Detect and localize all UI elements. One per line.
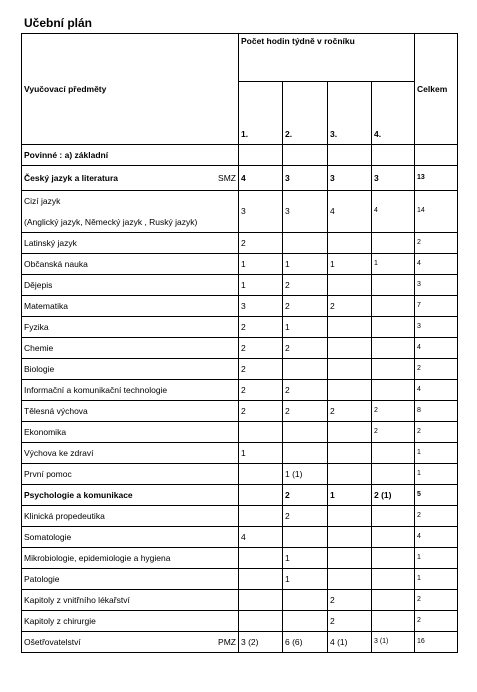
- header-subjects: Vyučovací předměty: [22, 34, 239, 145]
- subject-name: [22, 296, 239, 317]
- hours-cell-year-4: [372, 506, 415, 527]
- total-cell: 1: [415, 464, 458, 485]
- subject-name: [22, 422, 239, 443]
- subject-name: [22, 233, 239, 254]
- header-total: Celkem: [415, 34, 458, 145]
- subject-name: [22, 632, 239, 653]
- table-row: [22, 380, 458, 401]
- subject-name: [22, 254, 239, 275]
- header-year-3: 3.: [328, 82, 372, 145]
- hours-cell-year-4: [372, 527, 415, 548]
- subject-name: [22, 611, 239, 632]
- total-cell: 1: [415, 569, 458, 590]
- total-cell: 4: [415, 338, 458, 359]
- subject-label: Informační a komunikační technologie: [24, 384, 168, 395]
- subject-label: Občanská nauka: [24, 258, 88, 269]
- hours-cell-year-4: [372, 464, 415, 485]
- subject-name: [22, 338, 239, 359]
- subject-name: [22, 401, 239, 422]
- hours-cell-year-4: 2: [372, 422, 415, 443]
- table-row: [22, 191, 458, 233]
- curriculum-table: [21, 33, 458, 653]
- subject-name: [22, 485, 239, 506]
- hours-cell-year-3: [328, 338, 372, 359]
- subject-label: Somatologie: [24, 531, 72, 542]
- hours-cell-year-2: 1: [283, 569, 328, 590]
- hours-cell-year-4: [372, 338, 415, 359]
- hours-cell-year-1: 2: [239, 338, 283, 359]
- hours-cell-year-2: [283, 527, 328, 548]
- header-hours: Počet hodin týdně v ročníku: [239, 34, 415, 82]
- table-row: [22, 422, 458, 443]
- hours-cell-year-1: [239, 611, 283, 632]
- hours-cell-year-3: [328, 506, 372, 527]
- hours-cell-year-3: [328, 359, 372, 380]
- hours-cell-year-1: 4: [239, 527, 283, 548]
- hours-cell-year-1: 2: [239, 359, 283, 380]
- hours-cell-year-3: [328, 380, 372, 401]
- hours-cell-year-1: 3 (2): [239, 632, 283, 653]
- subject-name: [22, 275, 239, 296]
- section-label: Povinné : a) základní: [22, 145, 239, 166]
- total-cell: 7: [415, 296, 458, 317]
- hours-cell-year-2: 2: [283, 485, 328, 506]
- hours-cell-year-3: 2: [328, 590, 372, 611]
- hours-cell-year-1: [239, 422, 283, 443]
- hours-cell-year-3: 2: [328, 611, 372, 632]
- subject-label: Ošetřovatelství: [24, 636, 81, 647]
- hours-cell-year-1: 2: [239, 317, 283, 338]
- total-cell: 2: [415, 506, 458, 527]
- subject-label: Český jazyk a literatura: [24, 172, 119, 183]
- hours-cell-year-2: [283, 422, 328, 443]
- subject-label: Kapitoly z vnitřního lékařství: [24, 594, 130, 605]
- table-row: [22, 464, 458, 485]
- hours-cell-year-3: 2: [328, 296, 372, 317]
- hours-cell-year-2: [283, 233, 328, 254]
- hours-cell-year-4: [372, 233, 415, 254]
- hours-cell-year-4: [372, 296, 415, 317]
- subject-name: [22, 569, 239, 590]
- hours-cell-year-3: [328, 569, 372, 590]
- hours-cell-year-2: 2: [283, 338, 328, 359]
- hours-cell-year-4: [372, 590, 415, 611]
- hours-cell-year-2: 1: [283, 317, 328, 338]
- hours-cell-year-1: [239, 506, 283, 527]
- table-row: [22, 233, 458, 254]
- subject-name: [22, 590, 239, 611]
- table-row: [22, 166, 458, 191]
- hours-cell-year-2: [283, 611, 328, 632]
- header-year-4: 4.: [372, 82, 415, 145]
- hours-cell-year-4: [372, 443, 415, 464]
- table-row: [22, 275, 458, 296]
- subject-label: Psychologie a komunikace: [24, 489, 133, 500]
- subject-label: Latinský jazyk: [24, 237, 77, 248]
- table-row: [22, 359, 458, 380]
- table-row: [22, 338, 458, 359]
- hours-cell-year-1: [239, 569, 283, 590]
- total-cell: 14: [415, 191, 458, 233]
- hours-cell-year-1: 2: [239, 380, 283, 401]
- total-cell: 2: [415, 233, 458, 254]
- hours-cell-year-3: 1: [328, 485, 372, 506]
- hours-cell-year-1: 4: [239, 166, 283, 191]
- hours-cell-year-3: [328, 422, 372, 443]
- subject-label: Dějepis: [24, 279, 53, 290]
- hours-cell-year-3: [328, 527, 372, 548]
- total-cell: 2: [415, 611, 458, 632]
- total-cell: 13: [415, 166, 458, 191]
- hours-cell-year-3: 2: [328, 401, 372, 422]
- exam-tag: PMZ: [218, 636, 236, 647]
- hours-cell-year-3: [328, 275, 372, 296]
- table-row: [22, 527, 458, 548]
- subject-label: Tělesná výchova: [24, 405, 88, 416]
- table-row: [22, 632, 458, 653]
- hours-cell-year-3: 4 (1): [328, 632, 372, 653]
- hours-cell-year-3: [328, 317, 372, 338]
- header-year-2: 2.: [283, 82, 328, 145]
- hours-cell-year-4: 3 (1): [372, 632, 415, 653]
- hours-cell-year-1: [239, 548, 283, 569]
- hours-cell-year-2: 2: [283, 401, 328, 422]
- total-cell: 2: [415, 422, 458, 443]
- exam-tag: SMZ: [218, 172, 236, 183]
- subject-name: [22, 464, 239, 485]
- hours-cell-year-4: 1: [372, 254, 415, 275]
- subject-label: Chemie: [24, 342, 54, 353]
- subject-name: [22, 443, 239, 464]
- subject-label: První pomoc: [24, 468, 72, 479]
- hours-cell-year-4: [372, 275, 415, 296]
- hours-cell-year-4: [372, 569, 415, 590]
- hours-cell-year-1: 3: [239, 296, 283, 317]
- total-cell: 5: [415, 485, 458, 506]
- hours-cell-year-4: [372, 359, 415, 380]
- hours-cell-year-2: [283, 359, 328, 380]
- hours-cell-year-2: 3: [283, 166, 328, 191]
- subject-label: Patologie: [24, 573, 60, 584]
- hours-cell-year-2: 3: [283, 191, 328, 233]
- hours-cell-year-3: [328, 548, 372, 569]
- hours-cell-year-4: 3: [372, 166, 415, 191]
- subject-name: [22, 380, 239, 401]
- hours-cell-year-1: [239, 590, 283, 611]
- total-cell: 4: [415, 254, 458, 275]
- table-row: [22, 317, 458, 338]
- subject-name: [22, 548, 239, 569]
- hours-cell-year-2: 1: [283, 254, 328, 275]
- subject-label: Biologie: [24, 363, 55, 374]
- hours-cell-year-1: 1: [239, 275, 283, 296]
- total-cell: 2: [415, 590, 458, 611]
- table-row: [22, 443, 458, 464]
- subject-name: [22, 166, 239, 191]
- hours-cell-year-3: 3: [328, 166, 372, 191]
- hours-cell-year-4: [372, 380, 415, 401]
- hours-cell-year-1: [239, 464, 283, 485]
- table-row: [22, 254, 458, 275]
- subject-name: [22, 359, 239, 380]
- hours-cell-year-3: [328, 233, 372, 254]
- hours-cell-year-4: [372, 611, 415, 632]
- hours-cell-year-3: 4: [328, 191, 372, 233]
- subject-label: Matematika: [24, 300, 68, 311]
- hours-cell-year-3: [328, 443, 372, 464]
- subject-name: [22, 191, 239, 233]
- table-row: [22, 401, 458, 422]
- table-row: [22, 590, 458, 611]
- subject-sublabel: (Anglický jazyk, Německý jazyk , Ruský jazyk): [24, 216, 198, 227]
- subject-label: Mikrobiologie, epidemiologie a hygiena: [24, 552, 171, 563]
- total-cell: 4: [415, 380, 458, 401]
- subject-name: [22, 317, 239, 338]
- hours-cell-year-1: [239, 485, 283, 506]
- total-cell: 8: [415, 401, 458, 422]
- page-title: Učební plán: [24, 16, 93, 30]
- total-cell: 1: [415, 443, 458, 464]
- table-row: [22, 296, 458, 317]
- hours-cell-year-1: 1: [239, 254, 283, 275]
- hours-cell-year-4: [372, 548, 415, 569]
- hours-cell-year-1: 2: [239, 401, 283, 422]
- table-row: [22, 611, 458, 632]
- subject-label: Cizí jazyk: [24, 195, 61, 206]
- total-cell: 16: [415, 632, 458, 653]
- subject-label: Ekonomika: [24, 426, 67, 437]
- subject-label: Fyzika: [24, 321, 49, 332]
- hours-cell-year-1: 2: [239, 233, 283, 254]
- subject-label: Kapitoly z chirurgie: [24, 615, 96, 626]
- table-row: [22, 506, 458, 527]
- hours-cell-year-4: [372, 317, 415, 338]
- hours-cell-year-2: 2: [283, 296, 328, 317]
- table-row: [22, 569, 458, 590]
- hours-cell-year-2: [283, 590, 328, 611]
- table-row: [22, 485, 458, 506]
- total-cell: 3: [415, 275, 458, 296]
- subject-name: [22, 527, 239, 548]
- header-year-1: 1.: [239, 82, 283, 145]
- total-cell: 3: [415, 317, 458, 338]
- hours-cell-year-4: 4: [372, 191, 415, 233]
- hours-cell-year-3: [328, 464, 372, 485]
- hours-cell-year-3: 1: [328, 254, 372, 275]
- hours-cell-year-2: 6 (6): [283, 632, 328, 653]
- total-cell: 4: [415, 527, 458, 548]
- hours-cell-year-1: 1: [239, 443, 283, 464]
- subject-label: Výchova ke zdraví: [24, 447, 94, 458]
- table-row: [22, 548, 458, 569]
- subject-label: Klinická propedeutika: [24, 510, 105, 521]
- hours-cell-year-1: 3: [239, 191, 283, 233]
- hours-cell-year-2: 2: [283, 275, 328, 296]
- hours-cell-year-2: 2: [283, 380, 328, 401]
- hours-cell-year-2: 2: [283, 506, 328, 527]
- hours-cell-year-2: 1 (1): [283, 464, 328, 485]
- hours-cell-year-2: 1: [283, 548, 328, 569]
- hours-cell-year-2: [283, 443, 328, 464]
- subject-name: [22, 506, 239, 527]
- total-cell: 1: [415, 548, 458, 569]
- total-cell: 2: [415, 359, 458, 380]
- hours-cell-year-4: 2 (1): [372, 485, 415, 506]
- hours-cell-year-4: 2: [372, 401, 415, 422]
